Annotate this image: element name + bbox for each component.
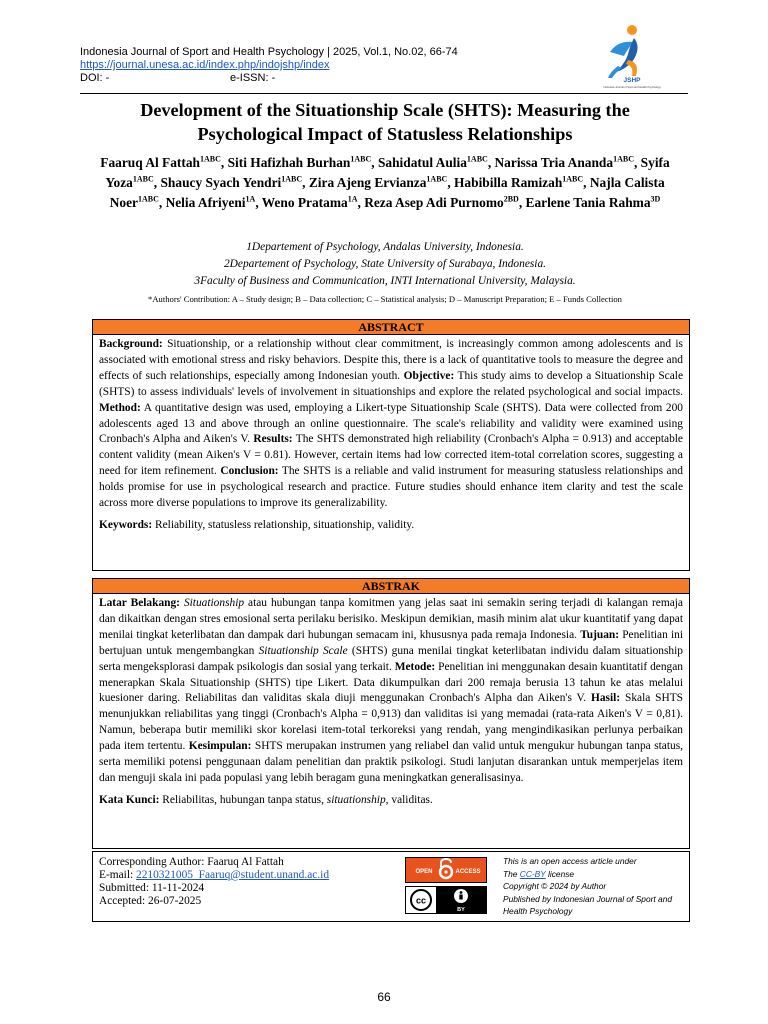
body-text: , validitas.: [385, 793, 433, 806]
submitted-date: Submitted: 11-11-2024: [99, 882, 205, 894]
author: [378, 155, 488, 170]
license-the: The: [503, 868, 520, 879]
email-label: E-mail:: [99, 869, 137, 881]
section-label: Hasil:: [591, 692, 621, 705]
email-link[interactable]: 2210321005_Faaruq@student.unand.ac.id: [136, 869, 330, 881]
author-affiliation-sup: 1A: [347, 194, 358, 204]
abstract-keywords: [99, 518, 683, 534]
journal-header: [80, 46, 600, 85]
abstrak-keywords: [99, 793, 683, 809]
author-affiliation-sup: 1ABC: [466, 154, 488, 164]
abstract-heading: ABSTRACT: [92, 319, 690, 335]
oa-right-text: ACCESS: [455, 869, 481, 875]
page-number: 66: [377, 990, 391, 1004]
open-access-badge: [405, 857, 487, 883]
author-name: Najla Calista Noer: [109, 175, 665, 210]
journal-citation: Indonesia Journal of Sport and Health Psychology | 2025, Vol.1, No.02, 66-74: [80, 46, 458, 58]
body-text: The SHTS demonstrated high reliability (Cronbach's Alpha = 0.913) and acceptable content validity (mean Aiken's V = 0.81). However, certain items had low corrected item-total correlation scores, suggesting a need for item refinement.: [99, 433, 683, 478]
body-text: A quantitative design was used, employing a Likert-type Situationship Scale (SHTS). Data were collected from 200 adolescents aged 13 and above through an online questionnaire. The scale's reliability and validity were examined using Cronbach's Alpha and Aiken's V.: [99, 401, 683, 446]
body-text: Skala SHTS menunjukkan reliabilitas yang tinggi (Cronbach's Alpha = 0,913) dan validitas isi yang memadai (rata-rata Aiken's V = 0,81). Namun, beberapa butir memiliki skor korelasi item-total terkoreksi yang rendah, yang mengindikasikan perlunya perbaikan pada item tertentu.: [99, 692, 683, 753]
author-name: Nelia Afriyeni: [165, 195, 246, 210]
license-publisher: Published by Indonesian Journal of Sport and Health Psychology: [503, 893, 673, 917]
abstrak-body: [99, 596, 683, 787]
kata-kunci-text: [159, 794, 432, 806]
author-affiliation-sup: 1ABC: [137, 194, 159, 204]
open-access-icon: [406, 858, 486, 882]
author: [526, 195, 661, 210]
paper-title: [90, 98, 680, 146]
journal-url-link[interactable]: https://journal.unesa.ac.id/index.php/indojshp/index: [80, 59, 330, 71]
abstrak-box: [92, 594, 690, 849]
author-name: Sahidatul Aulia: [377, 155, 467, 170]
author: [309, 175, 447, 190]
affiliations: [90, 239, 680, 290]
author: [228, 155, 372, 170]
author-affiliation-sup: 1ABC: [426, 174, 448, 184]
author-name: Habibilla Ramizah: [454, 175, 563, 190]
license-copyright: Copyright © 2024 by Author: [503, 881, 607, 892]
author-name: Siti Hafizhah Burhan: [227, 155, 351, 170]
cc-by-icon: [406, 887, 486, 913]
author-name: Faaruq Al Fattah: [100, 155, 200, 170]
author-name: Shaucy Syach Yendri: [160, 175, 282, 190]
author: [364, 195, 519, 210]
author-affiliation-sup: 1A: [245, 194, 256, 204]
body-text: The SHTS is a reliable and valid instrument for measuring statusless relationships and holds promise for use in psychological research and practice. Future studies should enhance item clarity and test the scale across more diverse populations to improve its generalizability.: [99, 465, 683, 510]
corresponding-author: Corresponding Author: Faaruq Al Fattah: [99, 856, 284, 868]
body-text: Reliabilitas, hubungan tanpa status,: [159, 793, 327, 806]
author-affiliation-sup: 1ABC: [132, 174, 154, 184]
italic-term: situationship: [326, 793, 386, 806]
authors-contribution: *Authors' Contribution: A – Study design; B – Data collection; C – Statistical analysis; D – Manuscript Preparation; E – Funds Collection: [148, 294, 622, 304]
body-text: This study aims to develop a Situationship Scale (SHTS) to assess individuals' levels of involvement in situationships and explore the related psychological and social impacts.: [99, 369, 683, 398]
section-label: Results:: [253, 433, 293, 446]
section-label: Conclusion:: [220, 465, 279, 478]
abstrak-heading: ABSTRAK: [92, 578, 690, 594]
author-name: Earlene Tania Rahma: [525, 195, 651, 210]
author-affiliation-sup: 2BD: [503, 194, 519, 204]
cc-by-link[interactable]: CC-BY: [519, 868, 546, 879]
section-label: Latar Belakang:: [99, 597, 180, 609]
runner-logo-icon: [588, 22, 690, 94]
author: [160, 175, 302, 190]
italic-term: Situationship Scale: [258, 644, 348, 657]
body-text: SHTS merupakan instrumen yang reliabel dan valid untuk mengukur hubungan tanpa status, serta memiliki potensi penggunaan dalam penelitian dan praktik psikologi. Studi lanjutan disarankan untuk memperjelas item dan menguji skala ini pada populasi yang lebih beragam guna meningkatkan generalisasinya.: [99, 740, 683, 784]
license-text: [503, 855, 689, 918]
author-affiliation-sup: 1ABC: [281, 174, 303, 184]
kata-kunci-label: Kata Kunci:: [99, 793, 160, 806]
article-info-footer: [92, 851, 690, 922]
abstract-box: [92, 335, 690, 571]
journal-logo: [588, 22, 690, 94]
body-text: atau hubungan tanpa komitmen yang jelas saat ini semakin sering terjadi di kalangan remaja dan dikaitkan dengan stres emosional serta perilaku berisiko. Meskipun demikian, masih minim alat ukur kuantitatif yang dapat menilai tingkat keterlibatan dan dampak dari hubungan semacam ini, khususnya pada remaja Indonesia.: [99, 597, 683, 641]
svg-text:cc: cc: [415, 895, 427, 906]
body-text: Situationship, or a relationship without clear commitment, is increasingly common among adolescents and is associated with emotional stress and risky behaviors. Despite this, there is a lack of quantitative tools to measure the degree and effects of such relationships, especially among Indonesian youth.: [99, 338, 683, 382]
author-affiliation-sup: 1ABC: [562, 174, 584, 184]
abstract-body: [99, 337, 683, 512]
affiliation-3: 3Faculty of Business and Communication, INTI International University, Malaysia.: [194, 275, 576, 287]
author-name: Zira Ajeng Ervianza: [308, 175, 427, 190]
keywords-label: Keywords:: [99, 518, 153, 531]
correspondence-block: [99, 856, 399, 908]
author-affiliation-sup: 1ABC: [350, 154, 372, 164]
doi-row: [80, 72, 600, 85]
author-list: Faaruq Al Fattah$^{1ABC}$, Siti Hafizhah Burhan$^{1ABC}$, Sahidatul Aulia$^{1ABC}$, Narissa Tria Ananda$^{1ABC}$, Syifa Yoza$^{1ABC}$, Shaucy Syach Yendri$^{1ABC}$, Zira Ajeng Ervianza$^{1ABC}$, Habibilla Ramizah$^{1ABC}$, Najla Calista Noer$^{1ABC}$, Nelia Afriyeni$^{1A}$, Weno Pratama$^{1A}$, Reza Asep Adi Purnomo$^{2BD}$, Earlene Tania Rahma$^{3D}$: [100, 154, 670, 210]
section-label: Tujuan:: [580, 628, 620, 641]
logo-text: JSHP: [623, 77, 641, 84]
body-text: Penelitian ini bertujuan untuk mengembangkan: [99, 628, 683, 657]
section-label: Method:: [99, 401, 141, 414]
author: [166, 195, 256, 210]
section-label: Kesimpulan:: [188, 740, 252, 753]
author: [100, 155, 221, 170]
author-name: Syifa Yoza: [105, 155, 670, 190]
italic-term: Situationship: [183, 597, 245, 609]
author: [495, 155, 634, 170]
header-rule: [80, 93, 688, 94]
author-name: Narissa Tria Ananda: [494, 155, 614, 170]
keywords-text: Reliability, statusless relationship, situationship, validity.: [152, 518, 415, 531]
affiliation-2: 2Departement of Psychology, State University of Surabaya, Indonesia.: [223, 258, 547, 270]
eissn-label: e-ISSN: -: [230, 72, 276, 84]
author-affiliation-sup: 1ABC: [200, 154, 221, 164]
section-label: Objective:: [403, 369, 455, 382]
oa-left-text: OPEN: [415, 869, 433, 875]
body-text: (SHTS) guna menilai tingkat keterlibatan individu dalam situationship serta mengeksplorasi dampak psikologis dan sosial yang terkait.: [99, 644, 683, 673]
author-name: Reza Asep Adi Purnomo: [364, 195, 504, 210]
affiliation-1: 1Departement of Psychology, Andalas University, Indonesia.: [246, 241, 524, 253]
email-row: [99, 869, 399, 882]
author-name: Weno Pratama: [261, 195, 348, 210]
section-label: Metode:: [394, 660, 436, 673]
cc-by-label: BY: [457, 907, 465, 913]
title-line-1: Development of the Situationship Scale (SHTS): Measuring the: [140, 100, 630, 120]
author: [262, 195, 358, 210]
cc-by-badge: [405, 886, 487, 914]
license-suffix: license: [545, 868, 575, 879]
license-line-1: This is an open access article under: [503, 856, 637, 866]
section-label: Background:: [99, 338, 163, 350]
author-affiliation-sup: 1ABC: [613, 154, 634, 164]
accepted-date: Accepted: 26-07-2025: [99, 895, 202, 907]
author: [454, 175, 583, 190]
doi-label: DOI: -: [80, 72, 110, 84]
logo-subtext: Indonesia Journal of Sport and Health Psychology: [603, 86, 661, 89]
author-affiliation-sup: 3D: [650, 194, 661, 204]
body-text: Penelitian ini menggunakan desain kuantitatif dengan menerapkan Skala Situationship (SHTS) tipe Likert. Data dikumpulkan dari 200 remaja berusia 13 tahun ke atas melalui kuesioner daring. Reliabilitas dan validitas skala diuji menggunakan Cronbach's Alpha dan Aiken's V.: [99, 660, 683, 705]
license-line-2: [503, 868, 689, 881]
title-line-2: Psychological Impact of Statusless Relationships: [197, 124, 573, 144]
